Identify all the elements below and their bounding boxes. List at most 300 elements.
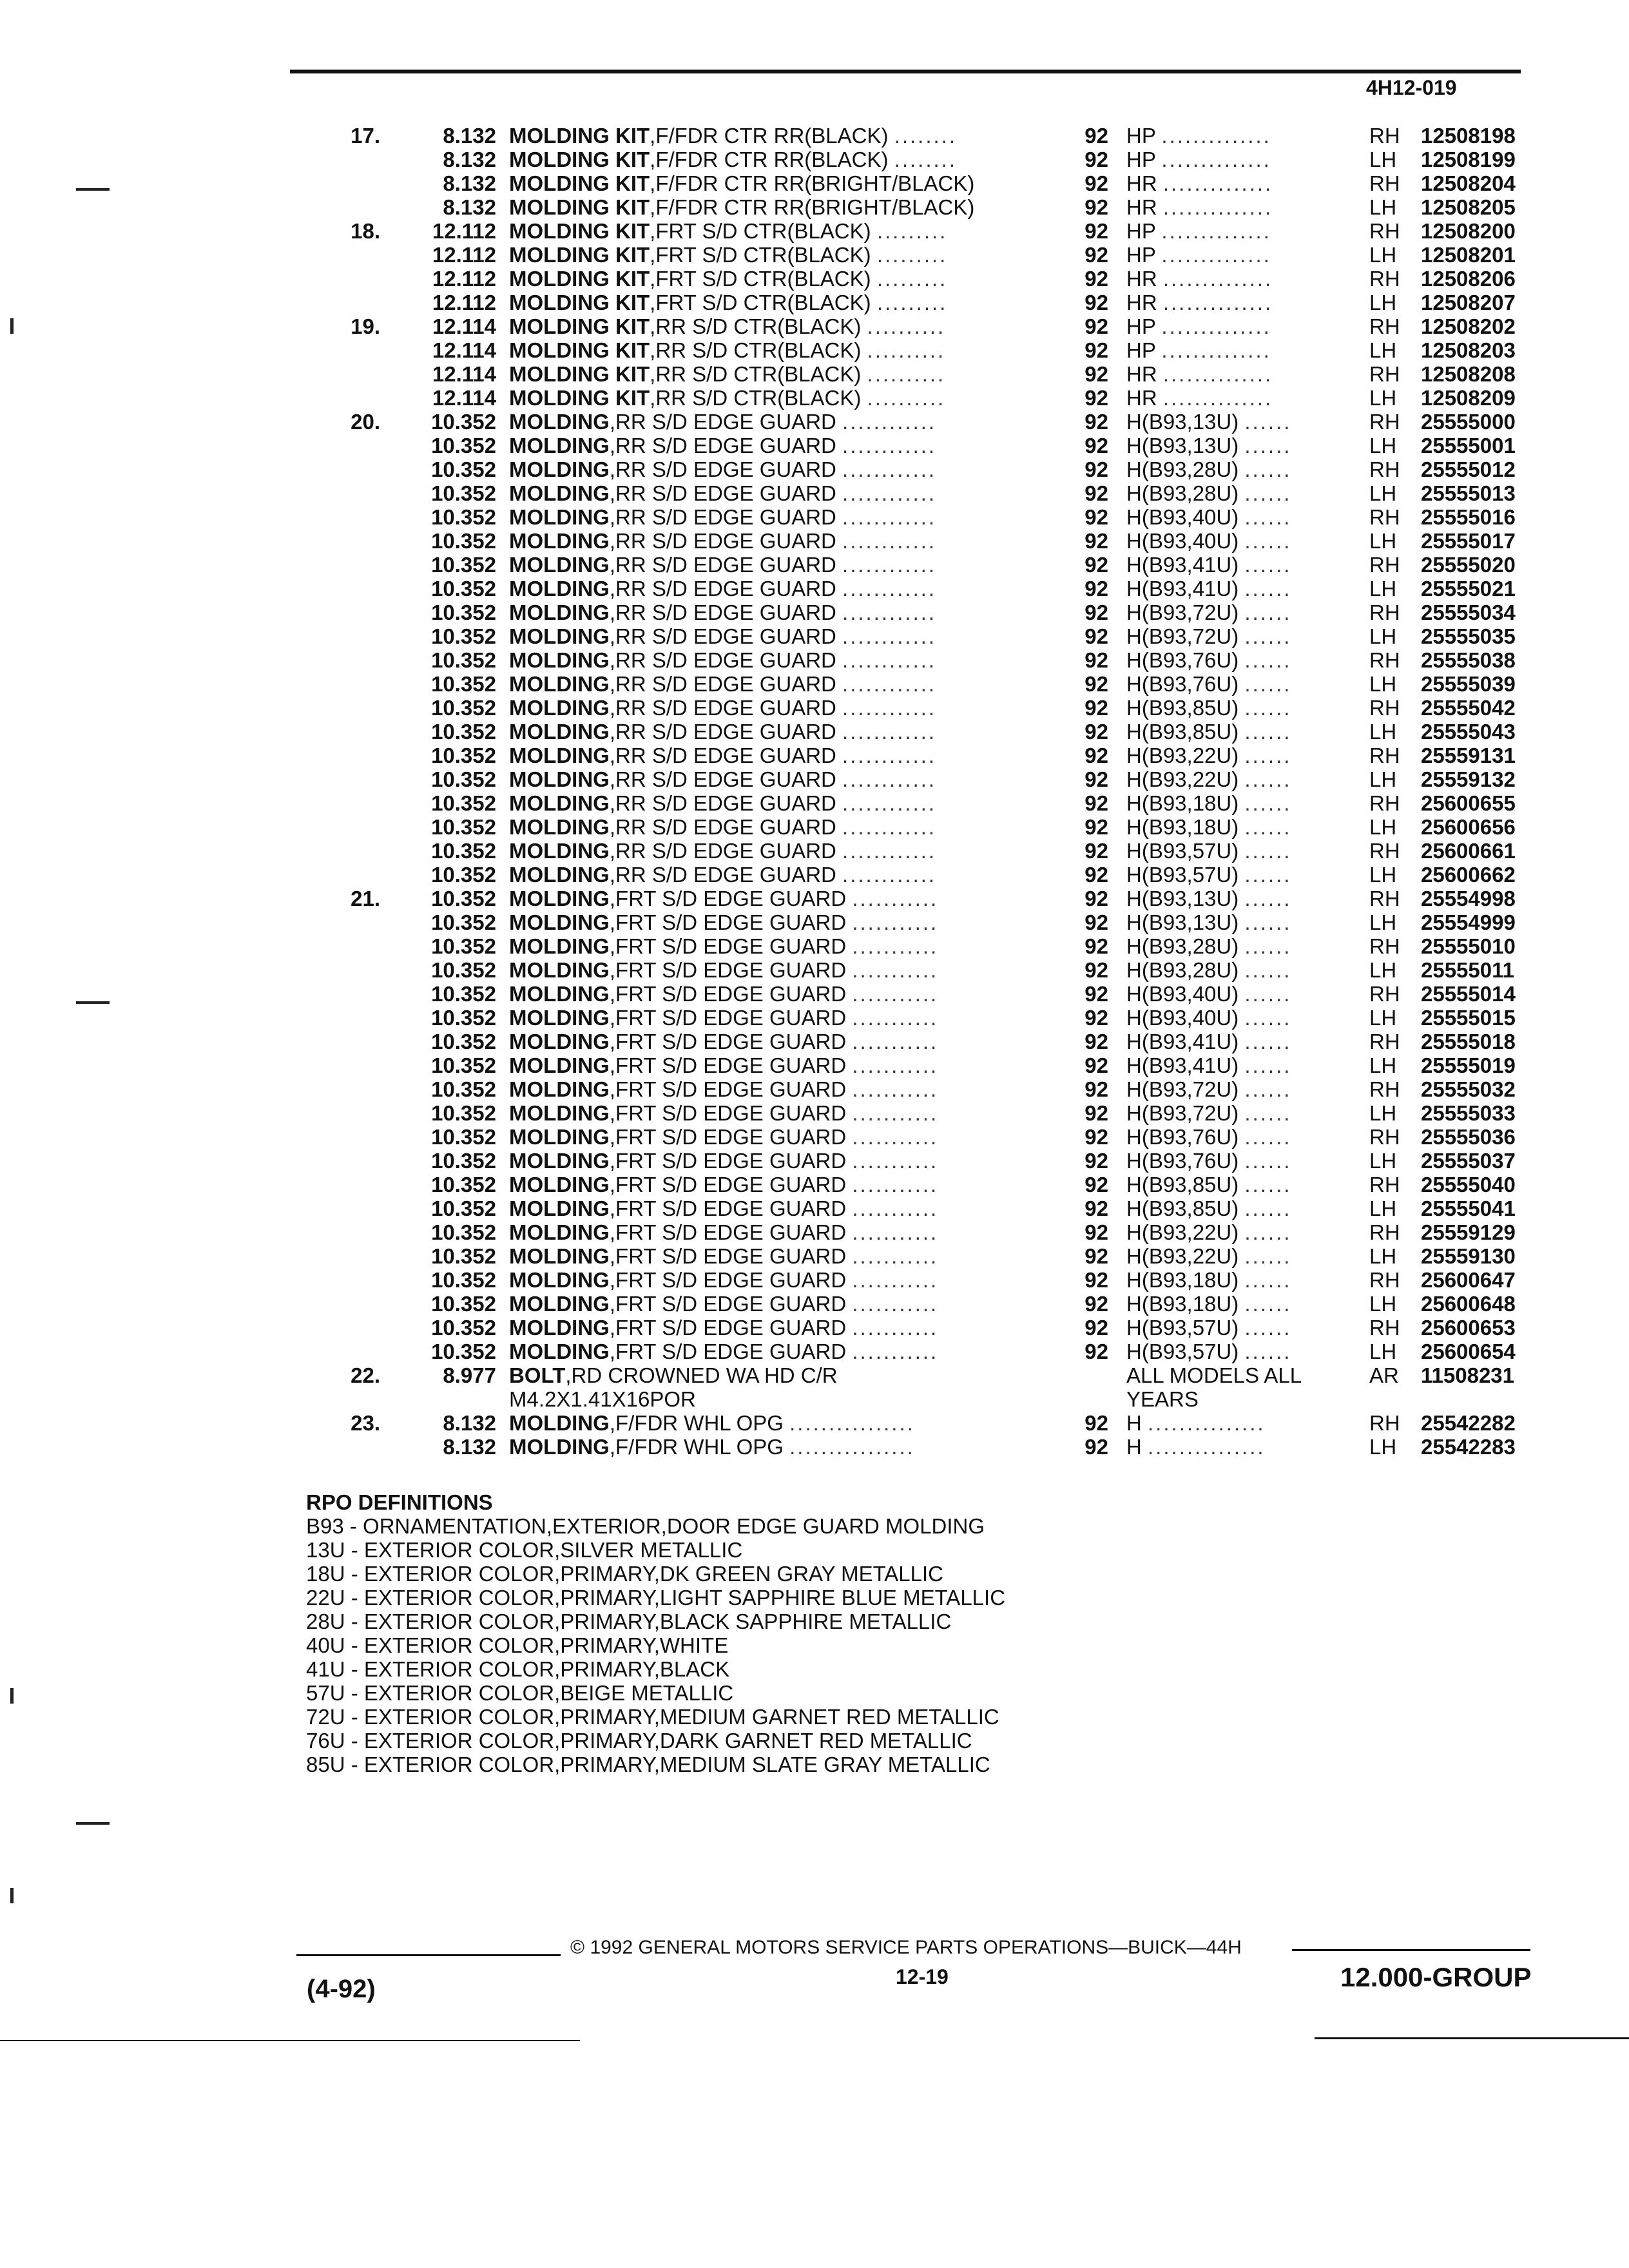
group-label: 12.000-GROUP [1340,1962,1532,1992]
part-number: 25555034 [1421,601,1516,624]
group-number: 10.352 [431,1340,496,1363]
part-number: 25600647 [1421,1268,1516,1292]
part-row [0,1220,1629,1244]
part-name: MOLDING [509,481,610,505]
part-spec: ,FRT S/D EDGE GUARD [609,1196,847,1220]
part-name: MOLDING [509,1149,610,1173]
part-number: 25555043 [1421,720,1516,744]
model-code [1126,291,1371,314]
leader-dots: ...... [1244,887,1292,910]
copyright-text: © 1992 GENERAL MOTORS SERVICE PARTS OPERATIONS—BUICK—44H [570,1937,1242,1958]
side-code: LH [1369,1006,1397,1030]
model-year: 92 [1084,720,1108,744]
part-name: MOLDING [509,1411,610,1435]
model-value: H(B93,28U) [1126,457,1239,481]
model-year: 92 [1084,1101,1108,1125]
group-number: 10.352 [431,1173,496,1196]
model-code [1126,529,1371,553]
model-year: 92 [1084,1125,1108,1149]
group-number: 10.352 [431,457,496,481]
part-name: MOLDING [509,1173,610,1196]
model-year: 92 [1084,1220,1108,1244]
model-year: 92 [1084,1268,1108,1292]
side-code: RH [1369,457,1400,481]
part-row [0,958,1629,982]
group-number: 12.112 [432,243,496,267]
side-code: RH [1369,982,1400,1006]
leader-dots: ............ [842,672,937,696]
model-code [1126,744,1371,767]
part-name: MOLDING [509,815,610,839]
model-code [1126,553,1371,577]
part-description [509,1173,1044,1196]
group-number: 10.352 [431,791,496,815]
leader-dots: ........... [852,1030,939,1053]
leader-dots: ...... [1244,1125,1292,1149]
side-code: RH [1369,219,1400,243]
part-name: MOLDING [509,934,610,958]
model-value: H(B93,57U) [1126,839,1239,863]
leader-dots: ........... [852,1196,939,1220]
part-spec: ,FRT S/D CTR(BLACK) [650,219,871,243]
group-number: 10.352 [431,767,496,791]
part-name: MOLDING KIT [509,291,650,314]
part-number: 12508208 [1421,362,1516,386]
side-code: RH [1369,934,1400,958]
model-value: H(B93,41U) [1126,553,1239,577]
part-row [0,767,1629,791]
model-code [1126,720,1371,744]
leader-dots: .............. [1162,386,1273,410]
part-spec: ,FRT S/D EDGE GUARD [609,1101,847,1125]
part-row [0,505,1629,529]
model-year: 92 [1084,791,1108,815]
model-code [1126,219,1371,243]
part-name: MOLDING [509,720,610,744]
part-name: MOLDING [509,1196,610,1220]
side-code: RH [1369,839,1400,863]
model-value: HR [1126,267,1157,291]
model-year: 92 [1084,434,1108,457]
group-number: 10.352 [431,910,496,934]
bottom-rule-right [1315,2037,1629,2039]
model-value: H(B93,85U) [1126,1196,1239,1220]
part-name: MOLDING [509,791,610,815]
model-year: 92 [1084,910,1108,934]
leader-dots: ........... [852,1268,939,1292]
part-description [509,1125,1044,1149]
part-name: MOLDING [509,958,610,982]
group-number: 10.352 [431,720,496,744]
part-spec: ,RR S/D EDGE GUARD [609,481,836,505]
model-code [1126,1292,1371,1316]
part-row [0,1077,1629,1101]
side-code: LH [1369,243,1397,267]
model-code [1126,457,1371,481]
part-spec: ,RR S/D EDGE GUARD [609,410,836,434]
leader-dots: ............... [1148,1435,1266,1459]
model-year: 92 [1084,1149,1108,1173]
model-value: HP [1126,148,1156,171]
part-description [509,481,1044,505]
part-name: MOLDING KIT [509,362,650,386]
group-number: 8.132 [443,1435,496,1459]
leader-dots: ............ [842,505,937,529]
side-code: RH [1369,1125,1400,1149]
model-value: H(B93,76U) [1126,672,1239,696]
model-year: 92 [1084,1435,1108,1459]
part-row [0,481,1629,505]
part-description [509,1149,1044,1173]
part-description [509,744,1044,767]
side-code: RH [1369,1030,1400,1053]
rpo-line: 72U - EXTERIOR COLOR,PRIMARY,MEDIUM GARNET RED METALLIC [306,1705,999,1729]
model-code [1126,1053,1371,1077]
leader-dots: .......... [867,314,946,338]
part-description [509,624,1044,648]
part-spec: ,RR S/D EDGE GUARD [609,696,836,720]
footer-rule-left [296,1954,561,1956]
group-number: 10.352 [431,481,496,505]
group-number: 10.352 [431,1101,496,1125]
model-value: H(B93,13U) [1126,910,1239,934]
model-code [1126,505,1371,529]
part-number: 25555016 [1421,505,1516,529]
leader-dots: ...... [1244,410,1292,434]
part-row [0,1006,1629,1030]
part-name: MOLDING [509,767,610,791]
group-number: 10.352 [431,1053,496,1077]
leader-dots: .............. [1161,314,1271,338]
rpo-lines [306,1514,1005,1776]
side-code: AR [1369,1363,1399,1387]
model-code [1126,1196,1371,1220]
model-code [1126,767,1371,791]
model-code [1126,1268,1371,1292]
leader-dots: ............ [842,624,937,648]
leader-dots: ...... [1244,1340,1292,1363]
model-year: 92 [1084,982,1108,1006]
rpo-title: RPO DEFINITIONS [306,1490,493,1514]
model-year: 92 [1084,553,1108,577]
part-row [0,744,1629,767]
part-row [0,195,1629,219]
model-code [1126,1125,1371,1149]
leader-dots: ...... [1244,529,1292,553]
model-year: 92 [1084,410,1108,434]
leader-dots: ............ [842,815,937,839]
part-description [509,982,1044,1006]
group-number: 12.114 [432,314,496,338]
part-spec: ,FRT S/D CTR(BLACK) [650,243,871,267]
model-code [1126,1101,1371,1125]
group-number: 10.352 [431,958,496,982]
part-row [0,887,1629,910]
model-value: HP [1126,243,1156,267]
rpo-line: 85U - EXTERIOR COLOR,PRIMARY,MEDIUM SLATE GRAY METALLIC [306,1753,990,1776]
part-spec-continued: M4.2X1.41X16POR [509,1387,696,1411]
part-row [0,1173,1629,1196]
item-number: 19. [351,314,380,338]
part-row [0,648,1629,672]
part-description [509,195,1044,219]
part-name: MOLDING KIT [509,386,650,410]
model-value: H(B93,72U) [1126,601,1239,624]
part-name: MOLDING [509,505,610,529]
leader-dots: ...... [1244,601,1292,624]
model-value: H(B93,57U) [1126,863,1239,887]
part-number: 25555017 [1421,529,1516,553]
part-spec: ,FRT S/D EDGE GUARD [609,1125,847,1149]
part-spec: ,FRT S/D CTR(BLACK) [650,267,871,291]
leader-dots: ........... [852,887,939,910]
model-value: H(B93,85U) [1126,696,1239,720]
leader-dots: ...... [1244,1268,1292,1292]
model-code [1126,1340,1371,1363]
side-code: RH [1369,887,1400,910]
leader-dots: ........... [852,1173,939,1196]
part-spec: ,RR S/D EDGE GUARD [609,815,836,839]
group-number: 10.352 [431,815,496,839]
side-code: LH [1369,529,1397,553]
model-code [1126,410,1371,434]
leader-dots: ...... [1244,1030,1292,1053]
model-code [1126,863,1371,887]
side-code: LH [1369,481,1397,505]
part-description [509,553,1044,577]
part-row [0,386,1629,410]
part-number: 12508200 [1421,219,1516,243]
model-year: 92 [1084,1244,1108,1268]
part-spec: ,FRT S/D EDGE GUARD [609,1053,847,1077]
side-code: RH [1369,124,1400,148]
model-year: 92 [1084,1316,1108,1340]
leader-dots: ...... [1244,863,1292,887]
part-name: MOLDING KIT [509,219,650,243]
model-year: 92 [1084,243,1108,267]
model-year: 92 [1084,148,1108,171]
part-row [0,934,1629,958]
side-code: LH [1369,1435,1397,1459]
group-number: 10.352 [431,577,496,601]
part-row [0,1268,1629,1292]
leader-dots: ......... [876,291,948,314]
part-number: 25555010 [1421,934,1516,958]
part-number: 25555042 [1421,696,1516,720]
side-code: LH [1369,910,1397,934]
part-description [509,243,1044,267]
model-year: 92 [1084,1340,1108,1363]
side-code: RH [1369,267,1400,291]
part-row [0,815,1629,839]
part-description [509,386,1044,410]
model-value: H(B93,76U) [1126,1149,1239,1173]
part-description [509,1244,1044,1268]
part-row [0,1125,1629,1149]
model-value: H(B93,22U) [1126,1244,1239,1268]
leader-dots: .............. [1162,362,1273,386]
leader-dots: ........... [852,1006,939,1030]
part-spec: ,FRT S/D EDGE GUARD [609,958,847,982]
side-code: RH [1369,171,1400,195]
part-row [0,291,1629,314]
model-value: H(B93,72U) [1126,1101,1239,1125]
page-code: 4H12-019 [1366,76,1457,99]
part-description [509,1196,1044,1220]
binding-mark [10,318,14,334]
leader-dots: .......... [867,386,946,410]
side-code: LH [1369,672,1397,696]
group-number: 10.352 [431,672,496,696]
model-code [1126,1220,1371,1244]
model-value: H(B93,76U) [1126,1125,1239,1149]
model-year: 92 [1084,362,1108,386]
model-code [1126,672,1371,696]
leader-dots: ...... [1244,481,1292,505]
part-name: MOLDING [509,1101,610,1125]
part-name: MOLDING [509,624,610,648]
model-value: H(B93,40U) [1126,529,1239,553]
model-year: 92 [1084,1006,1108,1030]
part-number: 25555019 [1421,1053,1516,1077]
group-number: 12.112 [432,267,496,291]
date-code: (4-92) [307,1975,376,2003]
group-number: 12.114 [432,338,496,362]
model-code [1126,958,1371,982]
group-number: 10.352 [431,1244,496,1268]
model-value: HR [1126,291,1157,314]
leader-dots: ............ [842,744,937,767]
leader-dots: .............. [1162,171,1273,195]
part-description [509,1316,1044,1340]
part-description [509,958,1044,982]
part-name: MOLDING [509,1125,610,1149]
model-value: H(B93,41U) [1126,1053,1239,1077]
part-spec: ,RR S/D EDGE GUARD [609,648,836,672]
leader-dots: ...... [1244,1053,1292,1077]
part-spec: ,RR S/D EDGE GUARD [609,529,836,553]
side-code: RH [1369,314,1400,338]
model-value: H(B93,41U) [1126,577,1239,601]
part-name: MOLDING KIT [509,243,650,267]
part-spec: ,FRT S/D EDGE GUARD [609,1077,847,1101]
model-value: H(B93,13U) [1126,434,1239,457]
part-spec: ,RR S/D EDGE GUARD [609,624,836,648]
model-value: HP [1126,124,1156,148]
part-description [509,839,1044,863]
part-name: MOLDING KIT [509,314,650,338]
part-description [509,124,1044,148]
rpo-line: 18U - EXTERIOR COLOR,PRIMARY,DK GREEN GRAY METALLIC [306,1562,944,1586]
part-number: 25555012 [1421,457,1516,481]
group-number: 10.352 [431,553,496,577]
part-spec: ,RR S/D EDGE GUARD [609,505,836,529]
part-spec: ,F/FDR WHL OPG [609,1435,784,1459]
item-number: 23. [351,1411,380,1435]
rpo-definitions [306,1490,1005,1776]
leader-dots: ............ [842,434,937,457]
group-number: 10.352 [431,1030,496,1053]
side-code: RH [1369,601,1400,624]
side-code: LH [1369,577,1397,601]
part-row [0,791,1629,815]
part-description [509,291,1044,314]
part-description [509,767,1044,791]
margin-mark [76,1822,110,1825]
leader-dots: ............ [842,577,937,601]
leader-dots: ........... [852,1316,939,1340]
part-spec: ,RR S/D EDGE GUARD [609,457,836,481]
model-value: H(B93,57U) [1126,1340,1239,1363]
part-spec: ,RR S/D CTR(BLACK) [650,362,862,386]
model-code [1126,601,1371,624]
model-code [1126,481,1371,505]
part-spec: ,RR S/D EDGE GUARD [609,720,836,744]
model-year: 92 [1084,457,1108,481]
group-number: 10.352 [431,505,496,529]
part-spec: ,RR S/D CTR(BLACK) [650,386,862,410]
part-description [509,219,1044,243]
part-name: MOLDING [509,434,610,457]
part-description [509,529,1044,553]
part-name: MOLDING [509,601,610,624]
top-rule [290,70,1521,73]
leader-dots: ......... [876,243,948,267]
leader-dots: ...... [1244,744,1292,767]
part-name: MOLDING [509,696,610,720]
model-code [1126,839,1371,863]
leader-dots: ........... [852,1244,939,1268]
leader-dots: ............ [842,720,937,744]
model-value: HP [1126,338,1156,362]
part-spec: ,FRT S/D CTR(BLACK) [650,291,871,314]
part-row [0,171,1629,195]
model-continued: YEARS [1126,1387,1199,1411]
model-code [1126,815,1371,839]
leader-dots: ...... [1244,577,1292,601]
part-description [509,1077,1044,1101]
model-value: H(B93,85U) [1126,720,1239,744]
side-code: RH [1369,505,1400,529]
model-value: H(B93,22U) [1126,744,1239,767]
part-name: MOLDING [509,887,610,910]
leader-dots: ............ [842,553,937,577]
leader-dots: ............ [842,457,937,481]
group-number: 10.352 [431,696,496,720]
part-number: 12508198 [1421,124,1516,148]
leader-dots: .............. [1161,243,1271,267]
leader-dots: ............ [842,767,937,791]
leader-dots: ...... [1244,624,1292,648]
part-description [509,362,1044,386]
part-spec: ,RR S/D EDGE GUARD [609,553,836,577]
model-year: 92 [1084,291,1108,314]
part-spec: ,RR S/D EDGE GUARD [609,767,836,791]
model-value: H(B93,40U) [1126,505,1239,529]
part-number: 25559130 [1421,1244,1516,1268]
leader-dots: .............. [1161,124,1271,148]
side-code: LH [1369,1292,1397,1316]
part-number: 12508204 [1421,171,1516,195]
model-value: HR [1126,386,1157,410]
group-number: 10.352 [431,624,496,648]
part-description [509,1340,1044,1363]
group-number: 10.352 [431,1077,496,1101]
part-description [509,577,1044,601]
leader-dots: ...... [1244,1101,1292,1125]
part-number: 25559131 [1421,744,1516,767]
part-name: MOLDING [509,410,610,434]
